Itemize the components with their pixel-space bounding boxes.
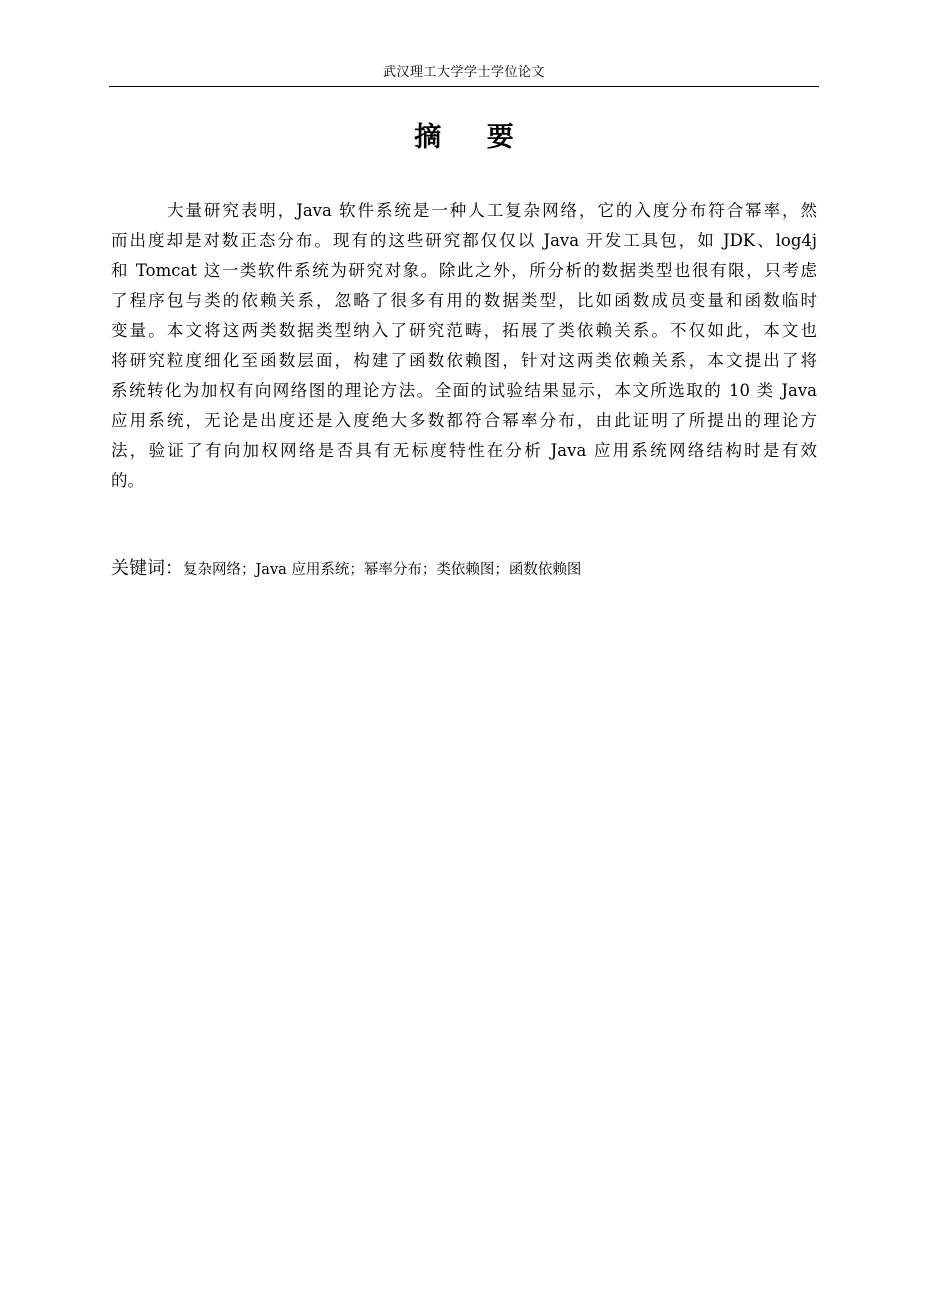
- abstract-line: 了程序包与类的依赖关系，忽略了很多有用的数据类型，比如函数成员变量和函数临时: [111, 291, 817, 310]
- abstract-title: 摘 要: [414, 122, 532, 153]
- abstract-line: 的。: [111, 471, 144, 490]
- keywords-label: 关键词：: [111, 558, 183, 579]
- abstract-line: 和 Tomcat 这一类软件系统为研究对象。除此之外，所分析的数据类型也很有限，只考虑: [111, 261, 817, 280]
- running-header: 武汉理工大学学士学位论文: [382, 65, 545, 80]
- header-rule: [109, 86, 819, 87]
- abstract-line: 将研究粒度细化至函数层面，构建了函数依赖图，针对这两类依赖关系，本文提出了将: [111, 351, 817, 370]
- abstract-line: 变量。本文将这两类数据类型纳入了研究范畴，拓展了类依赖关系。不仅如此，本文也: [111, 321, 817, 340]
- abstract-line: 应用系统，无论是出度还是入度绝大多数都符合幂率分布，由此证明了所提出的理论方: [111, 411, 817, 430]
- keywords: [111, 554, 817, 585]
- abstract-line: 大量研究表明，Java 软件系统是一种人工复杂网络，它的入度分布符合幂率，然: [167, 201, 817, 220]
- abstract-line: 法，验证了有向加权网络是否具有无标度特性在分析 Java 应用系统网络结构时是有效: [111, 441, 817, 460]
- keywords-text: 复杂网络；Java 应用系统；幂率分布；类依赖图；函数依赖图: [183, 562, 582, 578]
- abstract-line: 而出度却是对数正态分布。现有的这些研究都仅仅以 Java 开发工具包，如 JDK、log4j: [111, 231, 817, 250]
- abstract-body: [111, 196, 817, 496]
- abstract-line: 系统转化为加权有向网络图的理论方法。全面的试验结果显示，本文所选取的 10 类 Java: [111, 381, 817, 400]
